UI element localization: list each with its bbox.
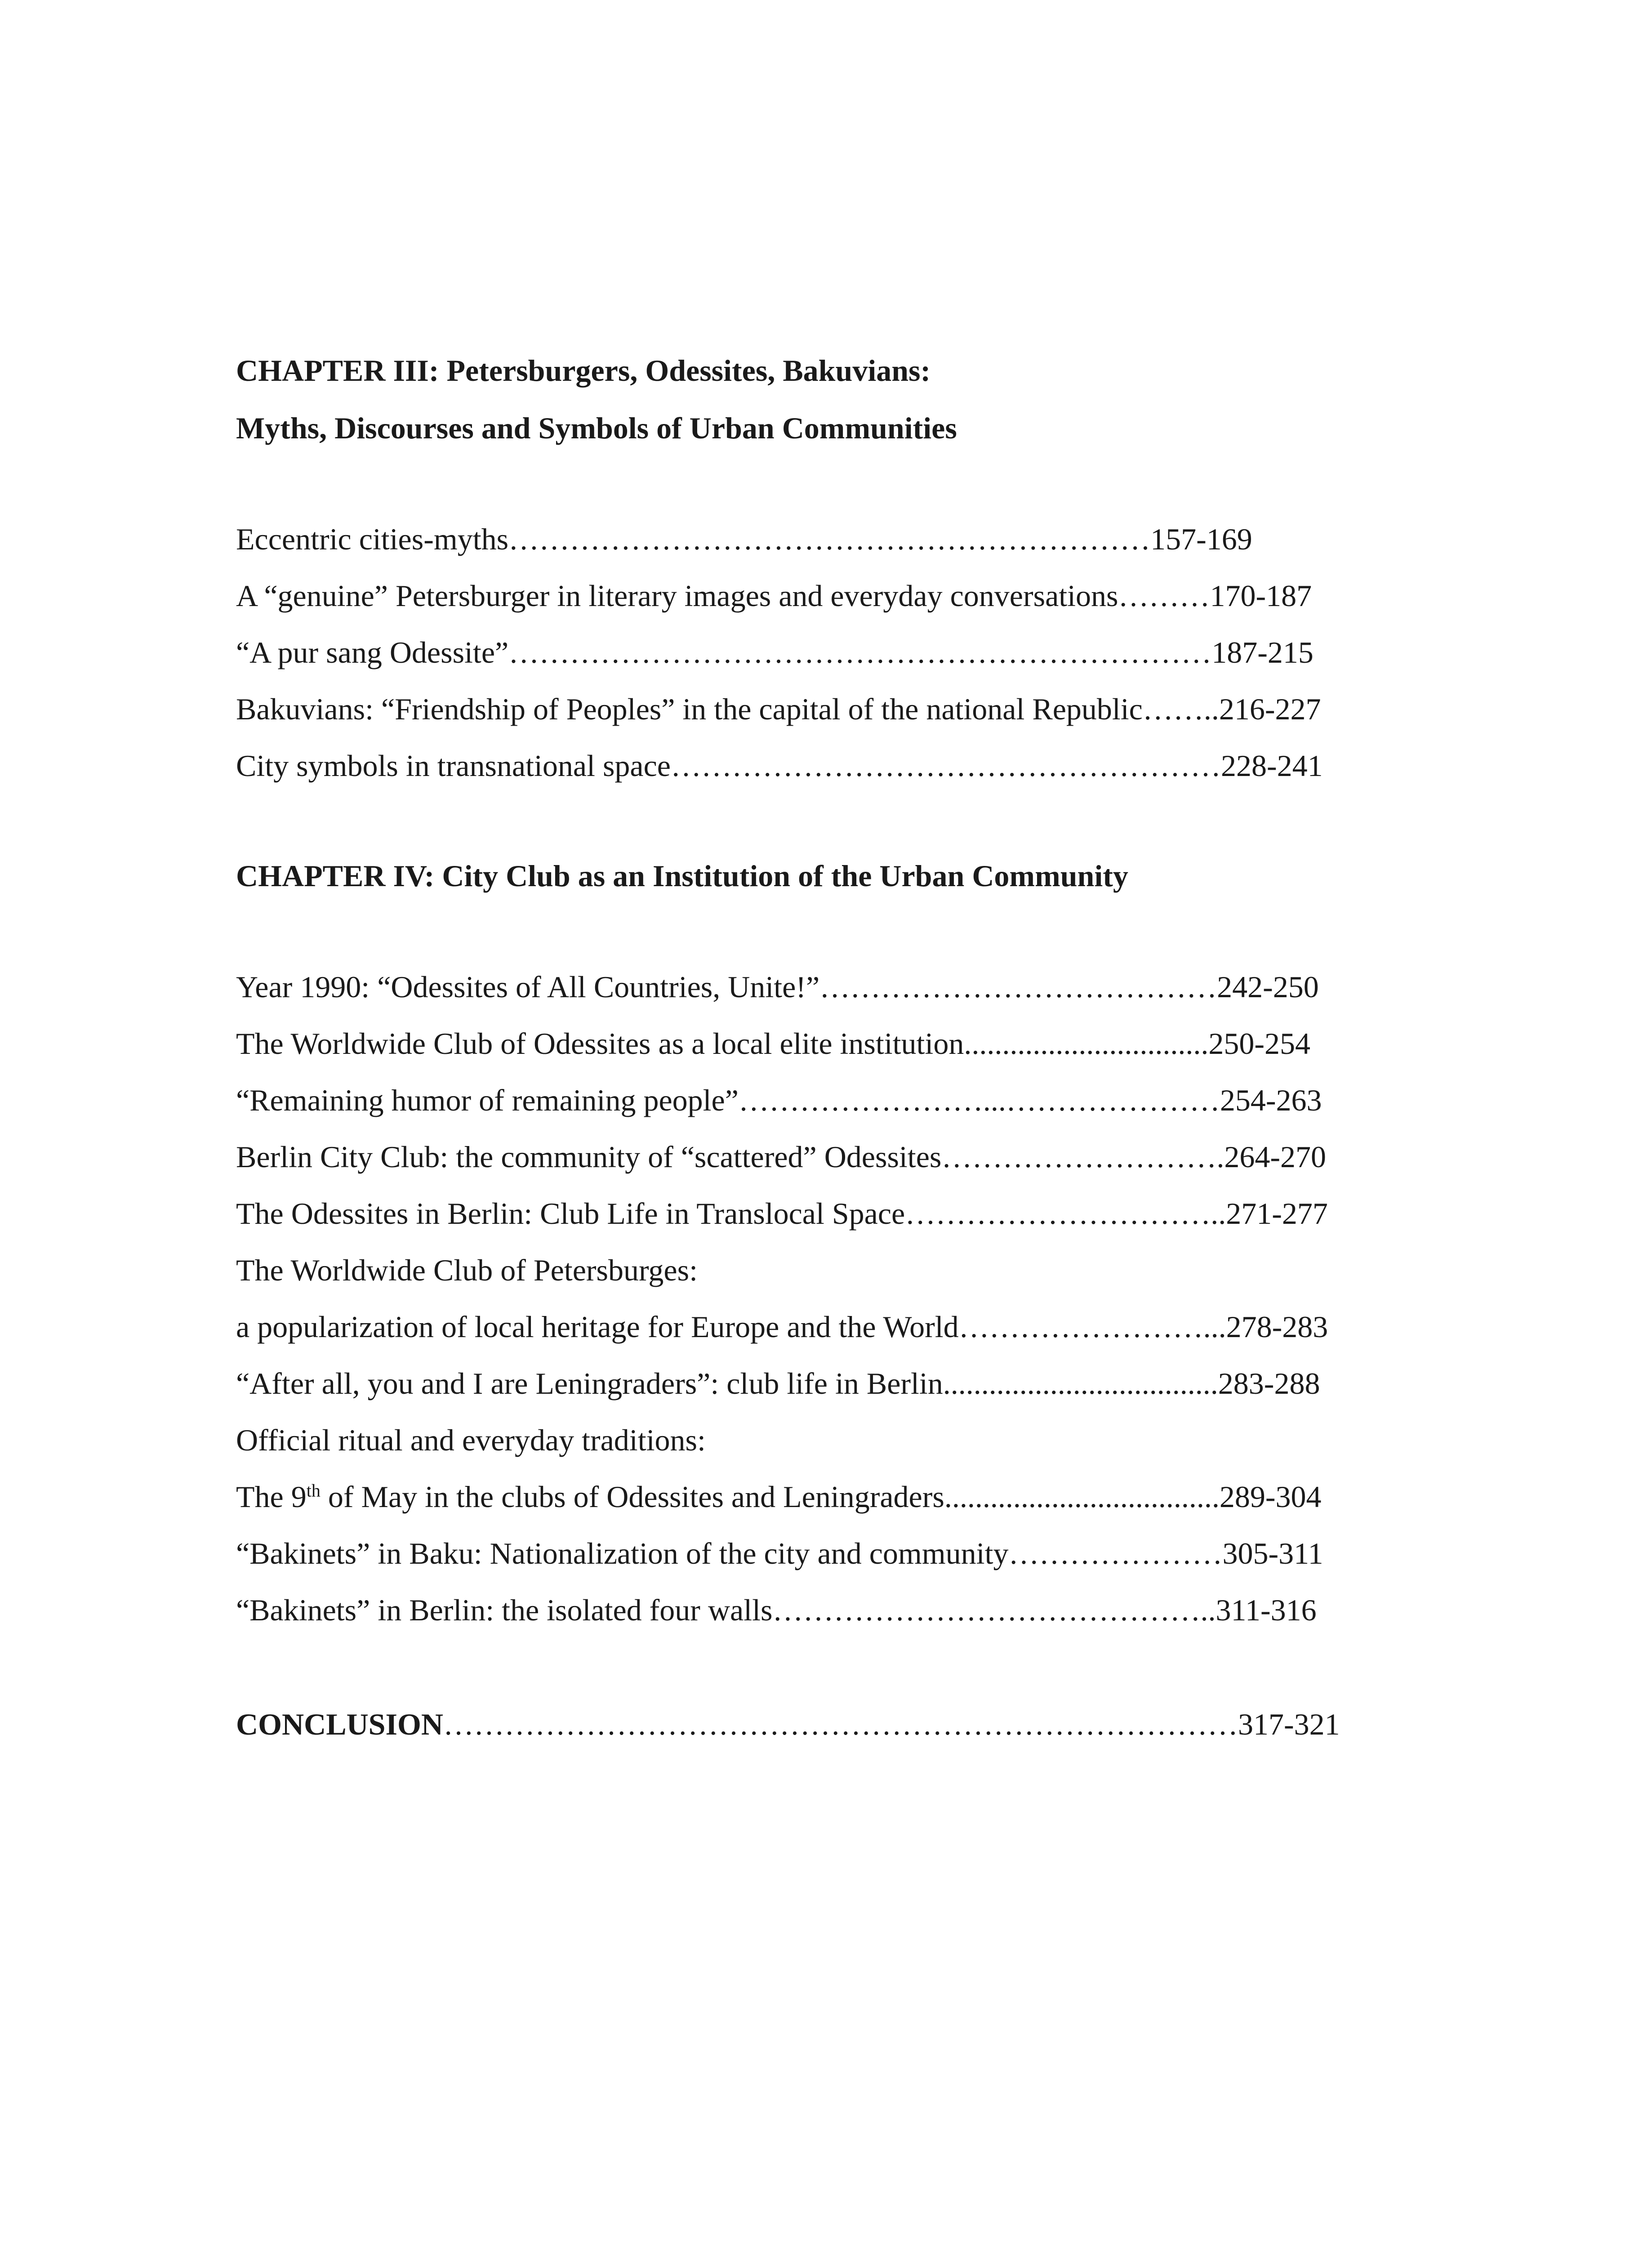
toc-entry: Bakuvians: “Friendship of Peoples” in the capital of the national Republic……..216-227 — [236, 692, 1321, 726]
chapter-3-heading-line-1: CHAPTER III: Petersburgers, Odessites, Bakuvians: — [236, 353, 931, 388]
table-of-contents — [236, 342, 1409, 1753]
chapter-4-section — [236, 847, 1409, 1638]
ordinal-superscript: th — [306, 1480, 321, 1501]
toc-entry: Year 1990: “Odessites of All Countries, Unite!”…………………………………242-250 — [236, 970, 1319, 1004]
entry-suffix: of May in the clubs of Odessites and Leningraders....................................289-304 — [320, 1480, 1322, 1514]
toc-entry: The Odessites in Berlin: Club Life in Translocal Space…………………………..271-277 — [236, 1196, 1328, 1231]
toc-entry: The Worldwide Club of Odessites as a local elite institution................................250-254 — [236, 1026, 1310, 1061]
conclusion-label: CONCLUSION — [236, 1707, 443, 1741]
chapter-3-entries — [236, 511, 1409, 794]
toc-entry: “After all, you and I are Leningraders”: club life in Berlin....................................283-288 — [236, 1366, 1320, 1401]
toc-entry: Eccentric cities-myths………………………………………………………157-169 — [236, 522, 1252, 556]
toc-entry: City symbols in transnational space………………………………………………228-241 — [236, 749, 1323, 783]
conclusion-entry — [236, 1696, 1409, 1753]
toc-entry: a popularization of local heritage for Europe and the World……………………...278-283 — [236, 1310, 1328, 1344]
chapter-3-section — [236, 342, 1409, 794]
toc-entry: “Bakinets” in Berlin: the isolated four walls……………………………………..311-316 — [236, 1593, 1317, 1627]
chapter-4-entries — [236, 959, 1409, 1638]
toc-entry: “A pur sang Odessite”……………………………………………………………187-215 — [236, 635, 1314, 669]
toc-entry: A “genuine” Petersburger in literary images and everyday conversations………170-187 — [236, 579, 1312, 613]
chapter-4-heading: CHAPTER IV: City Club as an Institution of the Urban Community — [236, 859, 1128, 893]
toc-entry: The Worldwide Club of Petersburges: — [236, 1253, 698, 1287]
toc-entry: “Bakinets” in Baku: Nationalization of the city and community…………………305-311 — [236, 1536, 1323, 1570]
toc-entry-ninth-of-may — [236, 1468, 1409, 1525]
toc-entry: Berlin City Club: the community of “scattered” Odessites……………………….264-270 — [236, 1140, 1326, 1174]
conclusion-pages: ……………………………………………………………………317-321 — [443, 1707, 1340, 1741]
chapter-3-heading-line-2: Myths, Discourses and Symbols of Urban Communities — [236, 411, 957, 445]
toc-entry: “Remaining humor of remaining people”……………………...…………………254-263 — [236, 1083, 1322, 1117]
toc-entry: Official ritual and everyday traditions: — [236, 1423, 706, 1457]
entry-prefix: The 9 — [236, 1480, 307, 1514]
